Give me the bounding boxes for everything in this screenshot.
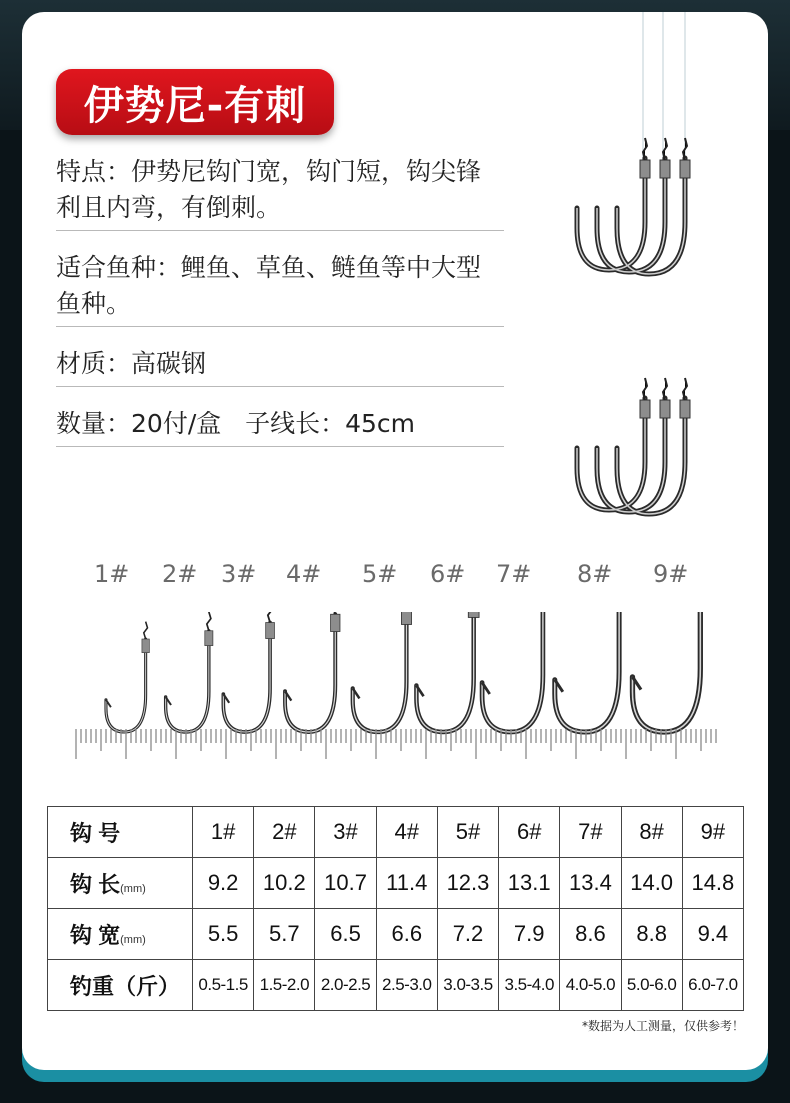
row-header bbox=[48, 909, 193, 960]
row-header bbox=[48, 807, 193, 858]
feature-text: 20付/盒 子线长：45cm bbox=[131, 409, 416, 438]
feature-label: 特点： bbox=[56, 157, 132, 186]
table-cell: 2.5-3.0 bbox=[376, 960, 437, 1011]
table-cell: 13.4 bbox=[560, 858, 621, 909]
table-cell: 14.8 bbox=[682, 858, 743, 909]
table-cell: 5.5 bbox=[193, 909, 254, 960]
table-cell: 8.6 bbox=[560, 909, 621, 960]
ruler-scale bbox=[74, 727, 718, 767]
size-label: 5# bbox=[362, 560, 398, 588]
fishing-hook-icon bbox=[166, 612, 213, 732]
unit-label: (mm) bbox=[120, 933, 146, 946]
table-cell: 5.7 bbox=[254, 909, 315, 960]
table-row-fish-weight bbox=[48, 960, 744, 1011]
size-label: 8# bbox=[577, 560, 613, 588]
product-card bbox=[22, 12, 768, 1070]
size-label: 3# bbox=[221, 560, 257, 588]
feature-material bbox=[56, 346, 504, 387]
feature-text: 鲤鱼、草鱼、鲢鱼等中大型鱼种。 bbox=[56, 253, 482, 318]
table-cell: 9.2 bbox=[193, 858, 254, 909]
page-title: 伊势尼-有刺 bbox=[83, 82, 307, 129]
table-cell: 4# bbox=[376, 807, 437, 858]
feature-label: 材质： bbox=[56, 349, 132, 378]
measurement-note: *数据为人工测量，仅供参考！ bbox=[581, 1019, 744, 1033]
table-cell: 3# bbox=[315, 807, 376, 858]
table-row-hook-length bbox=[48, 858, 744, 909]
fishing-hook-icon bbox=[482, 612, 548, 732]
table-cell: 3.5-4.0 bbox=[499, 960, 560, 1011]
fishing-hook-icon bbox=[557, 370, 707, 520]
table-cell: 6.0-7.0 bbox=[682, 960, 743, 1011]
fishing-hook-icon bbox=[353, 612, 412, 732]
unit-label: (mm) bbox=[120, 882, 146, 895]
table-cell: 2.0-2.5 bbox=[315, 960, 376, 1011]
table-cell: 0.5-1.5 bbox=[193, 960, 254, 1011]
table-cell: 9.4 bbox=[682, 909, 743, 960]
table-cell: 6.5 bbox=[315, 909, 376, 960]
table-cell: 12.3 bbox=[437, 858, 498, 909]
fishing-hook-icon bbox=[285, 612, 340, 732]
table-cell: 7# bbox=[560, 807, 621, 858]
table-cell: 6# bbox=[499, 807, 560, 858]
feature-label: 数量： bbox=[56, 409, 132, 438]
feature-text: 高碳钢 bbox=[131, 349, 207, 378]
table-cell: 7.9 bbox=[499, 909, 560, 960]
size-label: 7# bbox=[496, 560, 532, 588]
feature-quantity bbox=[56, 406, 504, 447]
feature-fish-species bbox=[56, 250, 504, 327]
table-cell: 1# bbox=[193, 807, 254, 858]
table-cell: 14.0 bbox=[621, 858, 682, 909]
table-cell: 7.2 bbox=[437, 909, 498, 960]
row-header-label: 钩 宽 bbox=[70, 922, 121, 948]
size-label: 2# bbox=[162, 560, 198, 588]
table-cell: 8.8 bbox=[621, 909, 682, 960]
row-header bbox=[48, 858, 193, 909]
table-cell: 9# bbox=[682, 807, 743, 858]
row-header-label: 钩 号 bbox=[70, 820, 121, 846]
feature-label: 适合鱼种： bbox=[56, 253, 182, 282]
fishing-hook-icon bbox=[555, 612, 625, 732]
fishing-hook-icon bbox=[416, 612, 479, 732]
table-row-hook-no bbox=[48, 807, 744, 858]
size-label: 1# bbox=[94, 560, 130, 588]
table-cell: 1.5-2.0 bbox=[254, 960, 315, 1011]
table-cell: 6.6 bbox=[376, 909, 437, 960]
hook-size-row bbox=[82, 612, 732, 742]
size-label: 9# bbox=[653, 560, 689, 588]
table-cell: 3.0-3.5 bbox=[437, 960, 498, 1011]
table-cell: 5.0-6.0 bbox=[621, 960, 682, 1011]
spec-table bbox=[47, 806, 744, 1011]
table-cell: 13.1 bbox=[499, 858, 560, 909]
table-row-hook-width bbox=[48, 909, 744, 960]
fishing-hook-icon bbox=[106, 622, 149, 732]
row-header bbox=[48, 960, 193, 1011]
table-cell: 4.0-5.0 bbox=[560, 960, 621, 1011]
table-cell: 2# bbox=[254, 807, 315, 858]
feature-text: 伊势尼钩门宽，钩门短，钩尖锋利且内弯，有倒刺。 bbox=[56, 157, 482, 222]
feature-characteristics bbox=[56, 154, 504, 231]
size-label: 4# bbox=[286, 560, 322, 588]
size-label: 6# bbox=[430, 560, 466, 588]
table-cell: 5# bbox=[437, 807, 498, 858]
table-cell: 8# bbox=[621, 807, 682, 858]
table-cell: 10.2 bbox=[254, 858, 315, 909]
table-cell: 11.4 bbox=[376, 858, 437, 909]
fishing-hook-icon bbox=[557, 130, 707, 280]
title-badge bbox=[56, 69, 334, 135]
row-header-label: 钩 长 bbox=[70, 871, 121, 897]
table-cell: 10.7 bbox=[315, 858, 376, 909]
fishing-hook-icon bbox=[223, 612, 274, 732]
row-header-label: 钓重（斤） bbox=[70, 973, 181, 999]
fishing-hook-icon bbox=[632, 612, 706, 732]
